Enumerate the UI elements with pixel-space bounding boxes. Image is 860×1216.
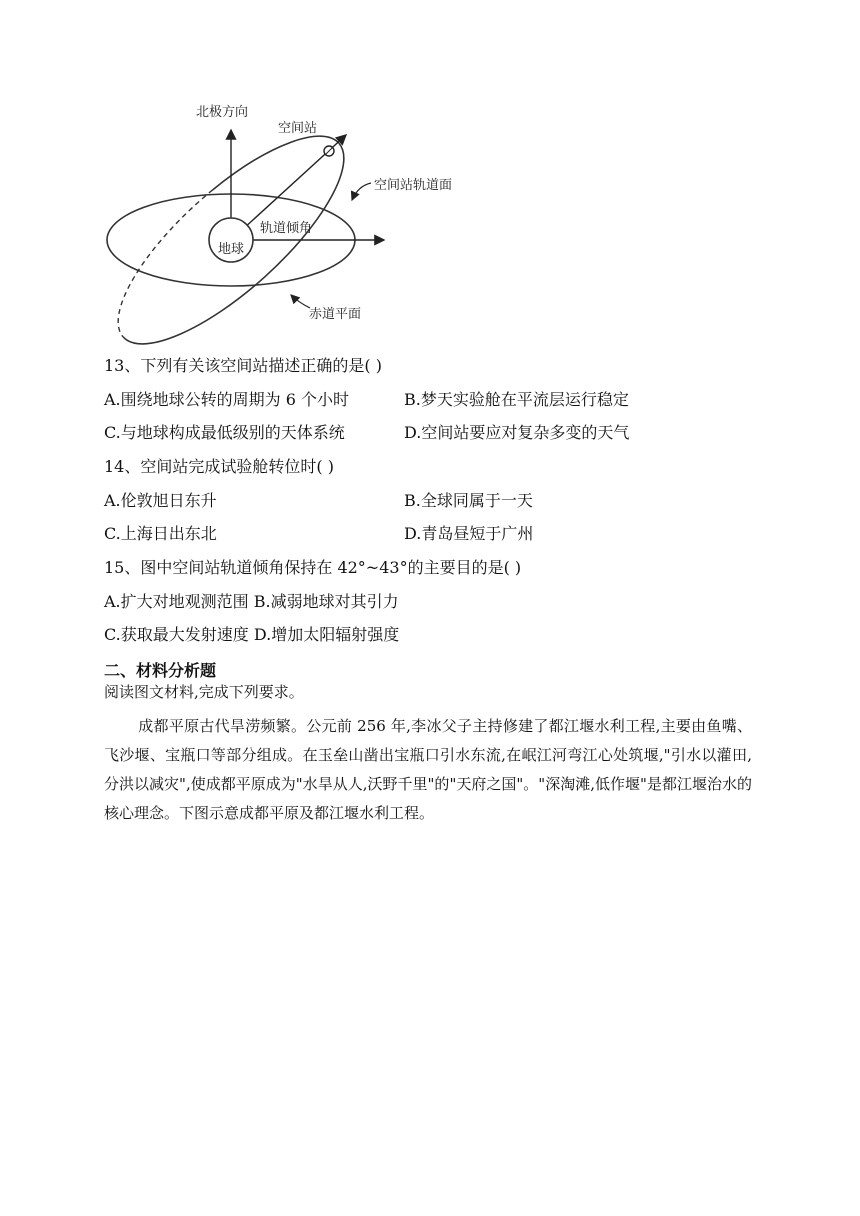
north-pole-label: 北极方向 (196, 105, 249, 120)
q14-option-b: B.全球同属于一天 (404, 491, 533, 510)
q13-option-c: C.与地球构成最低级别的天体系统 (104, 423, 345, 442)
question-13-stem: 13、下列有关该空间站描述正确的是( ) (104, 356, 382, 375)
question-14-stem: 14、空间站完成试验舱转位时( ) (104, 457, 334, 476)
inclination-label: 轨道倾角 (260, 221, 313, 236)
question-15-stem: 15、图中空间站轨道倾角保持在 42°~43°的主要目的是( ) (104, 558, 522, 577)
q13-option-b: B.梦天实验舱在平流层运行稳定 (404, 390, 629, 409)
q14-option-a: A.伦敦旭日东升 (104, 491, 217, 510)
q15-options-cd: C.获取最大发射速度 D.增加太阳辐射强度 (104, 625, 400, 644)
earth-label: 地球 (218, 242, 245, 257)
orbit-diagram-svg (100, 92, 480, 350)
section-title: 二、材料分析题 (104, 661, 217, 680)
material-paragraph (104, 712, 752, 828)
q14-option-c: C.上海日出东北 (104, 524, 217, 543)
q13-option-a: A.围绕地球公转的周期为 6 个小时 (104, 390, 349, 409)
orbit-plane-leader (352, 183, 371, 200)
orbit-plane-back-dashed (100, 189, 246, 337)
q14-option-d: D.青岛昼短于广州 (404, 524, 534, 543)
q15-options-ab: A.扩大对地观测范围 B.减弱地球对其引力 (104, 592, 399, 611)
section-instruction: 阅读图文材料,完成下列要求。 (104, 683, 304, 701)
equator-plane-leader (291, 295, 310, 308)
orbit-diagram (100, 92, 480, 350)
material-paragraph-text: 成都平原古代旱涝频繁。公元前 256 年,李冰父子主持修建了都江堰水利工程,主要由鱼嘴、飞沙堰、宝瓶口等部分组成。在玉垒山凿出宝瓶口引水东流,在岷江河弯江心处筑堰,"引水以灌田,分洪以减灾",使成都平原成为"水旱从人,沃野千里"的"天府之国"。"深淘滩,低作堰"是都江堰治水的核心理念。下图示意成都平原及都江堰水利工程。 (104, 717, 752, 822)
orbit-plane-label: 空间站轨道面 (374, 178, 453, 193)
equator-plane-label: 赤道平面 (309, 307, 362, 322)
station-label: 空间站 (278, 121, 318, 136)
q13-option-d: D.空间站要应对复杂多变的天气 (404, 423, 630, 442)
